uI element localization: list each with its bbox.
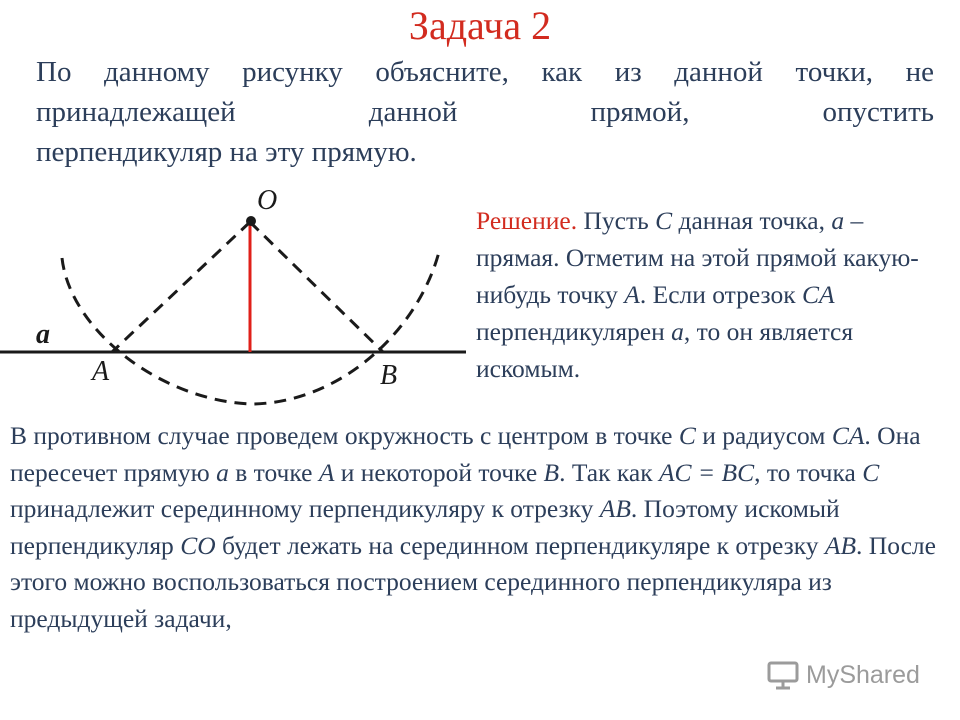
solution-text: перпендикулярен [476, 317, 672, 346]
continuation-var: C [678, 421, 696, 450]
segment-ob [250, 222, 383, 352]
continuation-var: CO [180, 530, 216, 560]
continuation-text: и радиусом [695, 421, 832, 450]
solution-var: A [624, 280, 640, 309]
continuation-text: . Поэтому искомый перпендикуляр [10, 494, 840, 560]
continuation-var: a [216, 457, 229, 487]
label-point-a: A [92, 356, 110, 387]
continuation-paragraph [10, 418, 940, 638]
solution-var: CA [801, 280, 835, 309]
continuation-var: AB [824, 530, 857, 560]
continuation-var: A [318, 457, 335, 487]
label-o: O [257, 185, 278, 216]
task-statement [36, 52, 934, 172]
solution-text: , то он является искомым. [476, 317, 854, 383]
solution-text: Пусть [577, 206, 656, 235]
solution-var: a [671, 317, 684, 346]
label-point-b: B [380, 360, 398, 391]
solution-paragraph [476, 202, 951, 387]
continuation-text: В противном случае проведем окружность с центром в точке [10, 421, 679, 450]
solution-var: C [655, 206, 673, 235]
continuation-text: . После этого можно воспользоваться построением серединного перпендикуляра из предыдущей задачи, [10, 530, 936, 633]
solution-text: . Если отрезок [639, 280, 802, 309]
continuation-text: . Так как [559, 457, 659, 487]
task-line-1: По данному рисунку объясните, как из данной точки, не [36, 56, 934, 88]
solution-text: данная точка, [672, 206, 832, 235]
watermark-text: MyShared [806, 660, 920, 689]
continuation-text: будет лежать на серединном перпендикуляре к отрезку [215, 530, 825, 560]
label-line-a: a [36, 319, 50, 350]
point-o [246, 216, 256, 226]
continuation-var: B [543, 457, 560, 487]
solution-text: – прямая. Отметим на этой прямой какую-нибудь точку [476, 206, 919, 309]
slide-title: Задача 2 [408, 3, 552, 48]
continuation-text: , то точка [754, 457, 863, 487]
segment-oa [112, 222, 250, 352]
presentation-icon [766, 660, 800, 690]
construction-figure [0, 180, 470, 415]
task-line-3: перпендикуляр на эту прямую. [36, 136, 417, 168]
solution-var: a [831, 206, 845, 235]
continuation-text: и некоторой точке [334, 457, 544, 487]
continuation-text: принадлежит серединному перпендикуляру к отрезку [10, 494, 600, 524]
continuation-var: AB [599, 494, 631, 524]
continuation-text: . Она пересечет прямую [10, 421, 921, 487]
task-line-2: принадлежащей данной прямой, опустить [36, 96, 934, 128]
watermark [766, 655, 920, 695]
solution-heading: Решение. [476, 206, 578, 235]
continuation-var: AC = BC [658, 457, 755, 487]
continuation-var: CA [831, 421, 865, 450]
continuation-text: в точке [228, 457, 319, 487]
continuation-var: C [862, 457, 880, 487]
